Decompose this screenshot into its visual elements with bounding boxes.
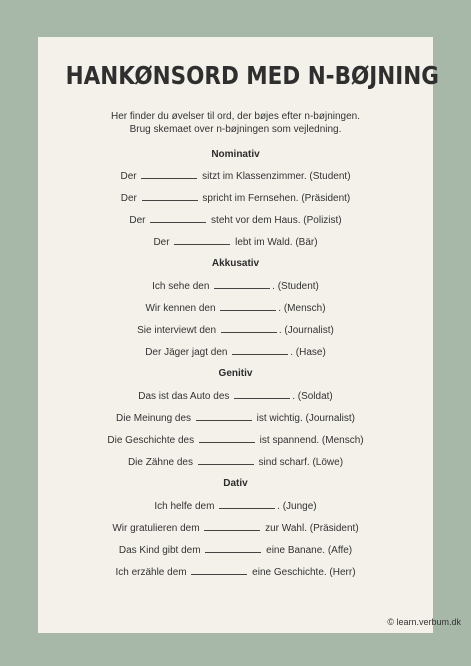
line-suffix: . (Hase) — [290, 347, 326, 358]
line-suffix: eine Geschichte. (Herr) — [249, 567, 356, 578]
copyright-footer: © learn.verbum.dk — [387, 617, 461, 627]
answer-blank[interactable] — [198, 456, 254, 465]
line-prefix: Der — [129, 215, 149, 226]
line-suffix: eine Banane. (Affe) — [263, 545, 353, 556]
line-prefix: Wir gratulieren dem — [112, 523, 203, 534]
exercise-line — [38, 412, 433, 424]
answer-blank[interactable] — [205, 544, 261, 553]
answer-blank[interactable] — [232, 346, 288, 355]
exercise-line — [38, 456, 433, 468]
line-suffix: steht vor dem Haus. (Polizist) — [208, 215, 342, 226]
line-suffix: ist spannend. (Mensch) — [256, 435, 364, 446]
answer-blank[interactable] — [150, 214, 206, 223]
line-suffix: sind scharf. (Löwe) — [255, 457, 344, 468]
line-prefix: Der Jäger jagt den — [145, 347, 231, 358]
exercise-line — [38, 214, 433, 226]
worksheet — [38, 37, 439, 633]
page-title: HANKØNSORD MED N-BØJNING — [65, 61, 439, 90]
intro-text — [38, 110, 433, 136]
line-prefix: Wir kennen den — [145, 303, 219, 314]
section-heading-nominativ: Nominativ — [211, 149, 260, 160]
line-suffix: zur Wahl. (Präsident) — [262, 523, 359, 534]
line-suffix: sitzt im Klassenzimmer. (Student) — [199, 171, 351, 182]
answer-blank[interactable] — [219, 500, 275, 509]
answer-blank[interactable] — [142, 192, 198, 201]
exercise-line — [38, 236, 433, 248]
line-prefix: Ich helfe dem — [154, 501, 218, 512]
intro-line: Her finder du øvelser til ord, der bøjes efter n-bøjningen. — [111, 111, 360, 122]
line-prefix: Der — [120, 193, 140, 204]
line-prefix: Ich sehe den — [152, 281, 213, 292]
line-prefix: Der — [153, 237, 173, 248]
answer-blank[interactable] — [234, 390, 290, 399]
line-prefix: Das ist das Auto des — [138, 391, 233, 402]
exercise-line — [38, 566, 433, 578]
section-heading-genitiv: Genitiv — [218, 368, 253, 379]
line-suffix: . (Soldat) — [292, 391, 333, 402]
exercise-line — [38, 522, 433, 534]
answer-blank[interactable] — [204, 522, 260, 531]
section-heading-dativ: Dativ — [223, 478, 248, 489]
exercise-line — [38, 192, 433, 204]
line-suffix: . (Junge) — [277, 501, 317, 512]
line-suffix: . (Mensch) — [278, 303, 326, 314]
answer-blank[interactable] — [174, 236, 230, 245]
exercise-line — [38, 434, 433, 446]
exercise-line — [38, 170, 433, 182]
line-prefix: Die Zähne des — [127, 457, 196, 468]
line-prefix: Das Kind gibt dem — [118, 545, 204, 556]
answer-blank[interactable] — [214, 280, 270, 289]
exercise-line — [38, 500, 433, 512]
line-suffix: spricht im Fernsehen. (Präsident) — [199, 193, 351, 204]
line-suffix: lebt im Wald. (Bär) — [232, 237, 318, 248]
section-heading-akkusativ: Akkusativ — [211, 258, 260, 269]
line-suffix: . (Student) — [272, 281, 319, 292]
answer-blank[interactable] — [221, 324, 277, 333]
answer-blank[interactable] — [141, 170, 197, 179]
line-suffix: . (Journalist) — [278, 325, 334, 336]
exercise-line — [38, 390, 433, 402]
exercise-line — [38, 544, 433, 556]
line-prefix: Ich erzähle dem — [115, 567, 190, 578]
answer-blank[interactable] — [199, 434, 255, 443]
answer-blank[interactable] — [191, 566, 247, 575]
exercise-line — [38, 346, 433, 358]
exercise-line — [38, 280, 433, 292]
intro-line: Brug skemaet over n-bøjningen som vejledning. — [129, 124, 342, 135]
line-prefix: Sie interviewt den — [137, 325, 219, 336]
exercise-line — [38, 324, 433, 336]
line-prefix: Die Meinung des — [116, 413, 194, 424]
line-prefix: Die Geschichte des — [107, 435, 197, 446]
line-prefix: Der — [120, 171, 140, 182]
line-suffix: ist wichtig. (Journalist) — [253, 413, 355, 424]
exercise-line — [38, 302, 433, 314]
answer-blank[interactable] — [196, 412, 252, 421]
answer-blank[interactable] — [220, 302, 276, 311]
